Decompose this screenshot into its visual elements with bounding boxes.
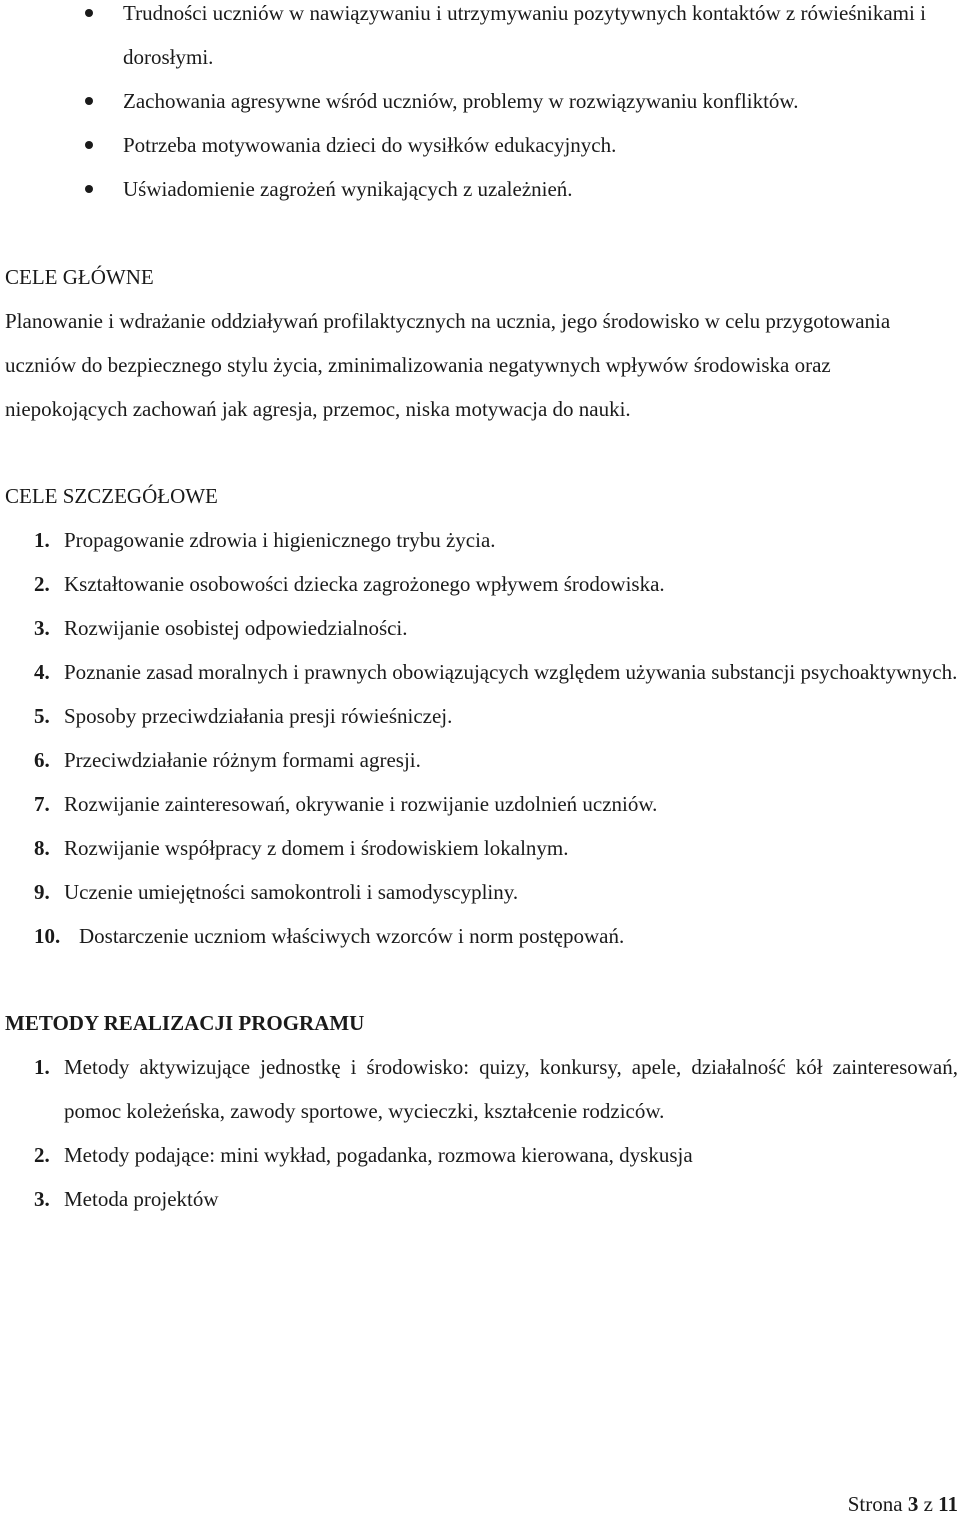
goal-number: 3. (34, 616, 50, 640)
goal-text: Kształtowanie osobowości dziecka zagrożonego wpływem środowiska. (64, 572, 665, 596)
bullet-dot-icon (85, 9, 93, 17)
bullet-item (5, 123, 960, 167)
goal-text: Poznanie zasad moralnych i prawnych obowiązujących względem używania substancji psychoaktywnych. (64, 660, 958, 684)
method-item (5, 1177, 960, 1221)
bullet-item (5, 167, 960, 211)
method-number: 3. (34, 1187, 50, 1211)
goal-text: Rozwijanie współpracy z domem i środowiskiem lokalnym. (64, 836, 569, 860)
bullet-text: Uświadomienie zagrożeń wynikających z uzależnień. (123, 177, 573, 201)
goal-number: 4. (34, 660, 50, 684)
method-number: 2. (34, 1143, 50, 1167)
goal-text: Dostarczenie uczniom właściwych wzorców i norm postępowań. (79, 924, 625, 948)
methods-list (5, 1045, 960, 1221)
bullet-dot-icon (85, 97, 93, 105)
goal-number: 9. (34, 880, 50, 904)
goal-item (5, 782, 960, 826)
method-text: Metoda projektów (64, 1187, 219, 1211)
method-text: Metody aktywizujące jednostkę i środowisko: quizy, konkursy, apele, działalność kół zainteresowań, pomoc koleżeńska, zawody sportowe, wycieczki, kształcenie rodziców. (64, 1055, 958, 1123)
goal-number: 2. (34, 572, 50, 596)
specific-goals-list (5, 518, 960, 958)
document-page (5, 0, 960, 1221)
goal-item (5, 518, 960, 562)
goal-item (5, 738, 960, 782)
main-goals-heading: CELE GŁÓWNE (5, 265, 154, 289)
goal-text: Sposoby przeciwdziałania presji rówieśniczej. (64, 704, 453, 728)
goal-number: 6. (34, 748, 50, 772)
goal-item (5, 606, 960, 650)
method-item (5, 1133, 960, 1177)
bullet-text: Zachowania agresywne wśród uczniów, problemy w rozwiązywaniu konfliktów. (123, 89, 799, 113)
goal-text: Propagowanie zdrowia i higienicznego trybu życia. (64, 528, 496, 552)
goal-number: 5. (34, 704, 50, 728)
bullet-dot-icon (85, 141, 93, 149)
method-text: Metody podające: mini wykład, pogadanka, rozmowa kierowana, dyskusja (64, 1143, 693, 1167)
specific-goals-heading: CELE SZCZEGÓŁOWE (5, 484, 218, 508)
goal-text: Przeciwdziałanie różnym formami agresji. (64, 748, 421, 772)
goal-number: 1. (34, 528, 50, 552)
goal-item (5, 914, 960, 958)
goal-number: 7. (34, 792, 50, 816)
page-footer (848, 1484, 958, 1524)
footer-total-pages: 11 (938, 1492, 958, 1516)
goal-text: Uczenie umiejętności samokontroli i samodyscypliny. (64, 880, 519, 904)
footer-current-page: 3 (907, 1492, 919, 1516)
goal-item (5, 650, 960, 694)
main-goals-text: Planowanie i wdrażanie oddziaływań profilaktycznych na ucznia, jego środowisko w celu przygotowania uczniów do bezpiecznego stylu życia, zminimalizowania negatywnych wpływów środowiska oraz niepokojących zachowań jak agresja, przemoc, niska motywacja do nauki. (5, 309, 891, 421)
method-number: 1. (34, 1055, 50, 1079)
method-item (5, 1045, 960, 1133)
goal-text: Rozwijanie zainteresowań, okrywanie i rozwijanie uzdolnień uczniów. (64, 792, 658, 816)
bullet-text: Trudności uczniów w nawiązywaniu i utrzymywaniu pozytywnych kontaktów z rówieśnikami i dorosłymi. (123, 1, 926, 69)
goal-item (5, 870, 960, 914)
problem-bullet-list (5, 0, 960, 211)
goal-number: 8. (34, 836, 50, 860)
bullet-text: Potrzeba motywowania dzieci do wysiłków edukacyjnych. (123, 133, 617, 157)
methods-heading: METODY REALIZACJI PROGRAMU (5, 1011, 365, 1035)
goal-text: Rozwijanie osobistej odpowiedzialności. (64, 616, 408, 640)
goal-number: 10. (34, 924, 61, 948)
footer-label: Strona (847, 1492, 903, 1516)
goal-item (5, 826, 960, 870)
footer-of: z (923, 1492, 933, 1516)
goal-item (5, 694, 960, 738)
bullet-item (5, 0, 960, 79)
bullet-dot-icon (85, 185, 93, 193)
bullet-item (5, 79, 960, 123)
goal-item (5, 562, 960, 606)
